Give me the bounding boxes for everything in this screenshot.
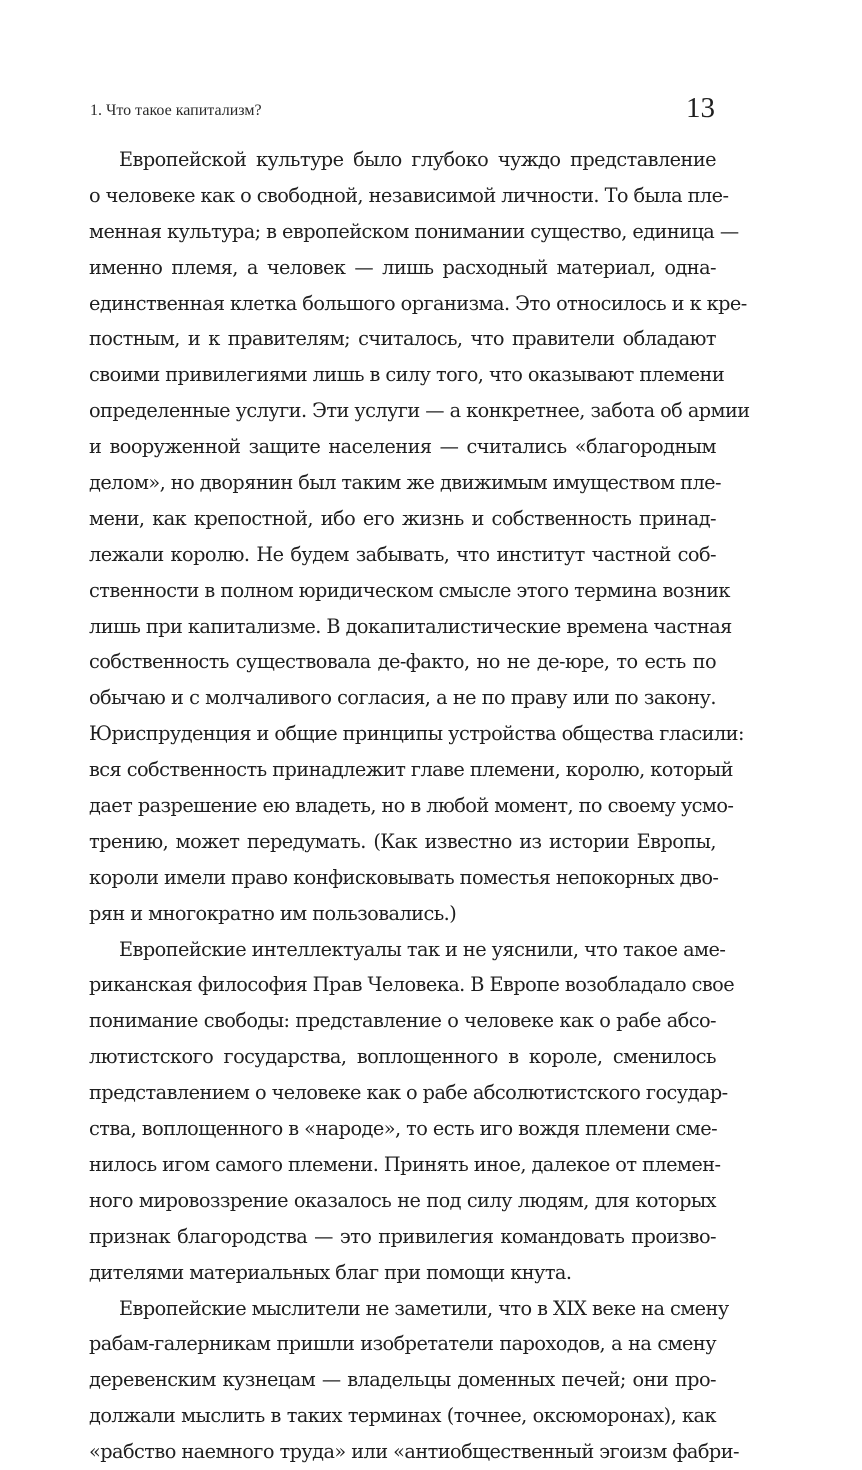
- text-line: рабам-галерникам пришли изобретатели пароходов, а на смену: [89, 1332, 716, 1356]
- text-line: понимание свободы: представление о человеке как о рабе абсо-: [89, 1009, 716, 1033]
- text-line: дителями материальных благ при помощи кнута.: [89, 1260, 572, 1284]
- text-line: своими привилегиями лишь в силу того, что оказывают племени: [89, 363, 725, 387]
- text-line: мени, как крепостной, ибо его жизнь и собственность принад-: [89, 506, 716, 530]
- text-line: рян и многократно им пользовались.): [89, 901, 457, 925]
- text-line: лютистского государства, воплощенного в короле, сменилось: [89, 1045, 716, 1069]
- text-line: дает разрешение ею владеть, но в любой момент, по своему усмо-: [89, 794, 734, 818]
- text-line: именно племя, а человек — лишь расходный материал, одна-: [89, 255, 716, 279]
- text-line: трению, может передумать. (Как известно из истории Европы,: [89, 829, 716, 853]
- text-line: «рабство наемного труда» или «антиобщественный эгоизм фабри-: [89, 1440, 739, 1464]
- text-line: должали мыслить в таких терминах (точнее, оксюморонах), как: [89, 1404, 716, 1428]
- text-line: лежали королю. Не будем забывать, что институт частной соб-: [89, 542, 716, 566]
- text-line: собственность существовала де-факто, но не де-юре, то есть по: [89, 650, 716, 674]
- text-line: ного мировоззрение оказалось не под силу людям, для которых: [89, 1188, 716, 1212]
- text-line: короли имели право конфисковывать поместья непокорных дво-: [89, 865, 719, 889]
- text-line: определенные услуги. Эти услуги — а конкретнее, забота об армии: [89, 399, 750, 423]
- text-line: обычаю и с молчаливого согласия, а не по праву или по закону.: [89, 686, 716, 710]
- text-line: признак благородства — это привилегия командовать произво-: [89, 1224, 716, 1248]
- running-head: [90, 92, 715, 126]
- text-line: ства, воплощенного в «народе», то есть иго вождя племени сме-: [89, 1117, 718, 1141]
- chapter-running-title: 1. Что такое капитализм?: [90, 102, 262, 119]
- text-line: представлением о человеке как о рабе абсолютистского государ-: [89, 1081, 728, 1105]
- text-line: единственная клетка большого организма. Это относилось и к кре-: [89, 291, 747, 315]
- text-line: Европейские интеллектуалы так и не уяснили, что такое аме-: [119, 937, 726, 961]
- text-line: о человеке как о свободной, независимой личности. То была пле-: [89, 183, 729, 207]
- text-line: Юриспруденция и общие принципы устройства общества гласили:: [89, 722, 744, 746]
- text-line: менная культура; в европейском понимании существо, единица —: [89, 219, 739, 243]
- text-line: вся собственность принадлежит главе племени, королю, который: [89, 758, 733, 782]
- text-line: постным, и к правителям; считалось, что правители обладают: [89, 327, 716, 351]
- text-line: Европейские мыслители не заметили, что в XIX веке на смену: [119, 1296, 729, 1320]
- paragraph-3: [89, 1291, 739, 1470]
- text-line: ственности в полном юридическом смысле этого термина возник: [89, 578, 730, 602]
- text-line: деревенским кузнецам — владельцы доменных печей; они про-: [89, 1368, 716, 1392]
- page-number: 13: [686, 92, 715, 124]
- body-text: [89, 142, 750, 1470]
- text-line: и вооруженной защите населения — считались «благородным: [89, 435, 716, 459]
- text-line: нилось игом самого племени. Принять иное, далекое от племен-: [89, 1152, 721, 1176]
- paragraph-2: [89, 932, 735, 1291]
- text-line: риканская философия Прав Человека. В Европе возобладало свое: [89, 973, 735, 997]
- text-line: делом», но дворянин был таким же движимым имуществом пле-: [89, 471, 721, 495]
- paragraph-1: [89, 142, 750, 932]
- text-line: Европейской культуре было глубоко чуждо представление: [119, 148, 716, 171]
- text-line: лишь при капитализме. В докапиталистические времена частная: [89, 614, 732, 638]
